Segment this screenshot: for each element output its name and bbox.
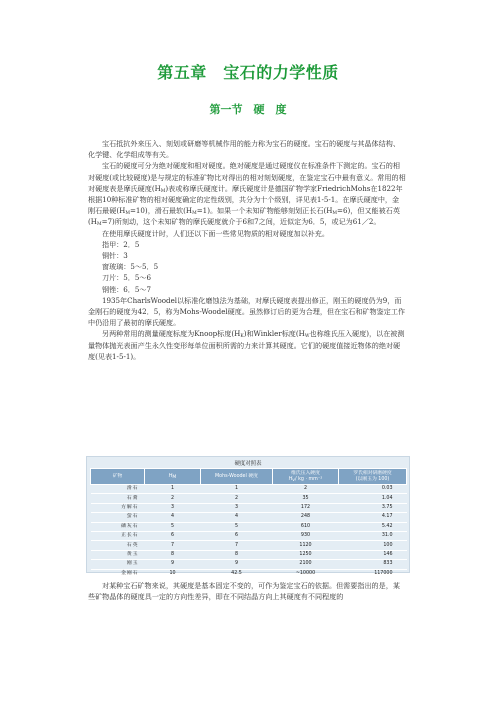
paragraph-direction: 对某种宝石矿物来说，其硬度是基本固定不变的，可作为鉴定宝石的依据。但需要指出的是，某些矿物晶体的硬度具一定的方向性差异，即在不同结晶方向上其硬度有不同程度的 [88, 581, 400, 602]
table-row: 石膏 2 2 35 1.04 [91, 494, 407, 503]
list-item: 窗玻璃：5～5．5 [102, 262, 159, 272]
table-row: 金刚石 10 42.5 ~10000 117000 [91, 569, 407, 578]
list-item: 钢锉：6．5～7 [102, 284, 152, 294]
paragraph-mohs-scale: 宝石的硬度可分为绝对硬度和相对硬度。绝对硬度是通过硬度仪在标准条件下测定的。宝石的相对硬度(或比较硬度)是与规定的标准矿物比对得出的相对刻划硬度，在鉴定宝石中最有意义。常用的相对硬度表是摩氏硬度$(H_M)$表或称摩氏硬度计。摩氏硬度计是德国矿物学家FriedrichMohs在1822年根据10种标准矿物的相对硬度确定的定性级别，共分为十个级别，详见表1-5-1。在摩氏硬度中，金刚石最硬$(H_M=10)$，滑石最软$(H_M=1)$。如果一个未知矿物能够刻划正长石$(H_M=6)$，但又能被石英$(H_M=7)$所刻动，这个未知矿物的摩氏硬度就介于6和7之间，近似定为6．5，或记为61／2。 [88, 161, 406, 228]
table-row: 萤石 4 4 248 4.17 [91, 513, 407, 522]
list-item: 指甲：2．5 [102, 239, 140, 249]
table-row: 正长石 6 6 930 31.0 [91, 531, 407, 540]
section-title: 第一节 硬 度 [209, 103, 287, 116]
chapter-title: 第五章 宝石的力学性质 [157, 63, 339, 82]
hardness-table-figure [86, 456, 410, 576]
table-row: 石英 7 7 1120 100 [91, 541, 407, 550]
header-hm: $H_M$ [145, 469, 201, 485]
body-text-upper [88, 138, 406, 362]
list-item: 刀片：5．5～6 [102, 273, 152, 283]
list-item: 铜针：3 [102, 251, 128, 261]
header-mohs-woodel: Mohs-Woodel 硬度 [201, 469, 273, 485]
paragraph-definition: 宝石抵抗外来压入、刻划或研磨等机械作用的能力称为宝石的硬度。宝石的硬度与其晶体结构、化学键、化学组成等有关。 [88, 139, 400, 160]
table-header-row [91, 469, 407, 485]
paragraph-supplement: 在使用摩氏硬度计时，人们还以下面一些常见物质的相对硬度加以补充。 [102, 228, 329, 238]
table-row: 刚玉 9 9 2100 833 [91, 560, 407, 569]
paragraph-knoop-winkler: 另两种常用的测量硬度标度为Knoop标度$(H_K)$和Winkler标度($H_W$也称维氏压入硬度)，以在被测量物体抛光表面产生永久性变形每单位面积所需的力来计算其硬度。它们的硬度值接近物体的绝对硬度(见表1-5-1)。 [88, 329, 405, 361]
header-rosiwal: 罗氏相对研磨硬度 (以刚玉为 100) [339, 469, 407, 485]
paragraph-woodel: 1935年CharlsWoodel以标准化磨蚀法为基础，对摩氏硬度表提出修正，刚玉的硬度仍为9，而金刚石的硬度为42．5，称为Mohs-Woodel硬度。虽然修订后的更为合理，但在宝石和矿物鉴定工作中仍沿用了最初的摩氏硬度。 [88, 295, 406, 328]
hardness-table [90, 468, 407, 578]
table-row: 黄玉 8 8 1250 146 [91, 550, 407, 559]
header-mineral: 矿物 [91, 469, 145, 485]
table-caption: 硬度对照表 [234, 461, 262, 467]
header-vickers: 维氏压入硬度 $H_v/$ kg · mm⁻² [273, 469, 339, 485]
body-text-lower [88, 580, 406, 602]
table-row: 滑石 1 1 2 0.03 [91, 485, 407, 494]
table-row: 磷灰石 5 5 610 5.42 [91, 522, 407, 531]
table-row: 方解石 3 3 172 3.75 [91, 503, 407, 512]
